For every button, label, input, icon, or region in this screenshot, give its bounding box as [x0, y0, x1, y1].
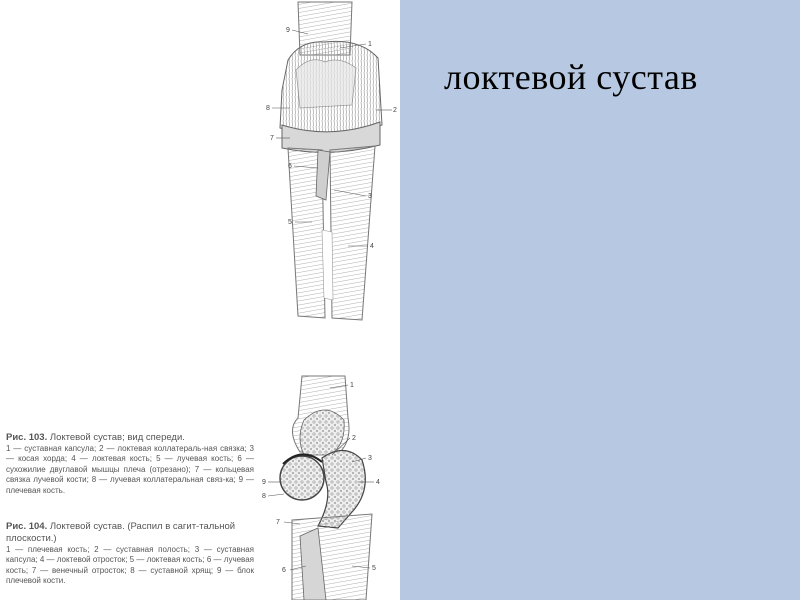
interosseous-gap [322, 230, 333, 300]
figure-103-caption-heading [6, 432, 254, 444]
figure-103-number: Рис. 103. [6, 432, 48, 443]
fig104-label-4: 4 [376, 479, 380, 486]
figure-103-title: Локтевой сустав; вид спереди. [49, 432, 185, 443]
slide-title: локтевой сустав [444, 57, 698, 97]
fig104-label-7: 7 [276, 519, 280, 526]
figure-104-caption [6, 521, 254, 587]
figure-104-number: Рис. 104. [6, 521, 48, 532]
trochlea [280, 456, 324, 500]
biceps-tendon [316, 150, 330, 200]
fig103-label-7: 7 [270, 135, 274, 142]
figure-104-title: Локтевой сустав. (Распил в сагит-тальной плоскости.) [6, 521, 236, 544]
ulna-bone [330, 146, 375, 320]
fig104-label-1: 1 [350, 382, 354, 389]
figure-104-caption-heading [6, 521, 254, 545]
fig103-label-4: 4 [370, 243, 374, 250]
fig103-label-1: 1 [368, 41, 372, 48]
figure-103-caption [6, 432, 254, 496]
fig103-label-3: 3 [368, 193, 372, 200]
fig104-label-8: 8 [262, 493, 266, 500]
fig104-label-3: 3 [368, 455, 372, 462]
fig104-label-6: 6 [282, 567, 286, 574]
fig103-label-9: 9 [286, 27, 290, 34]
fig103-label-6: 6 [288, 163, 292, 170]
condyles [296, 60, 356, 108]
figure-104-legend: 1 — плечевая кость; 2 — суставная полость; 3 — суставная капсула; 4 — локтевой отросток; 5 — локтевая кость; 6 — лучевая кость; 7 — венечный отросток; 8 — суставной хрящ; 9 — блок плечевой кости. [6, 545, 254, 586]
fig103-label-2: 2 [393, 107, 397, 114]
fig104-label-2: 2 [352, 435, 356, 442]
figure-104-illustration [262, 376, 380, 600]
fig103-label-5: 5 [288, 219, 292, 226]
fig103-label-8: 8 [266, 105, 270, 112]
figure-103-legend: 1 — суставная капсула; 2 — локтевая коллатераль-ная связка; 3 — косая хорда; 4 — локтевая кость; 5 — лучевая кость; 6 — сухожилие двуглавой мышцы плеча (отрезано); 7 — кольцевая связка лучевой кости; 8 — лучевая коллатеральная связ-ка; 9 — плечевая кость. [6, 444, 254, 495]
figure-103-illustration [266, 2, 397, 320]
fig104-label-5: 5 [372, 565, 376, 572]
fig104-label-9: 9 [262, 479, 266, 486]
